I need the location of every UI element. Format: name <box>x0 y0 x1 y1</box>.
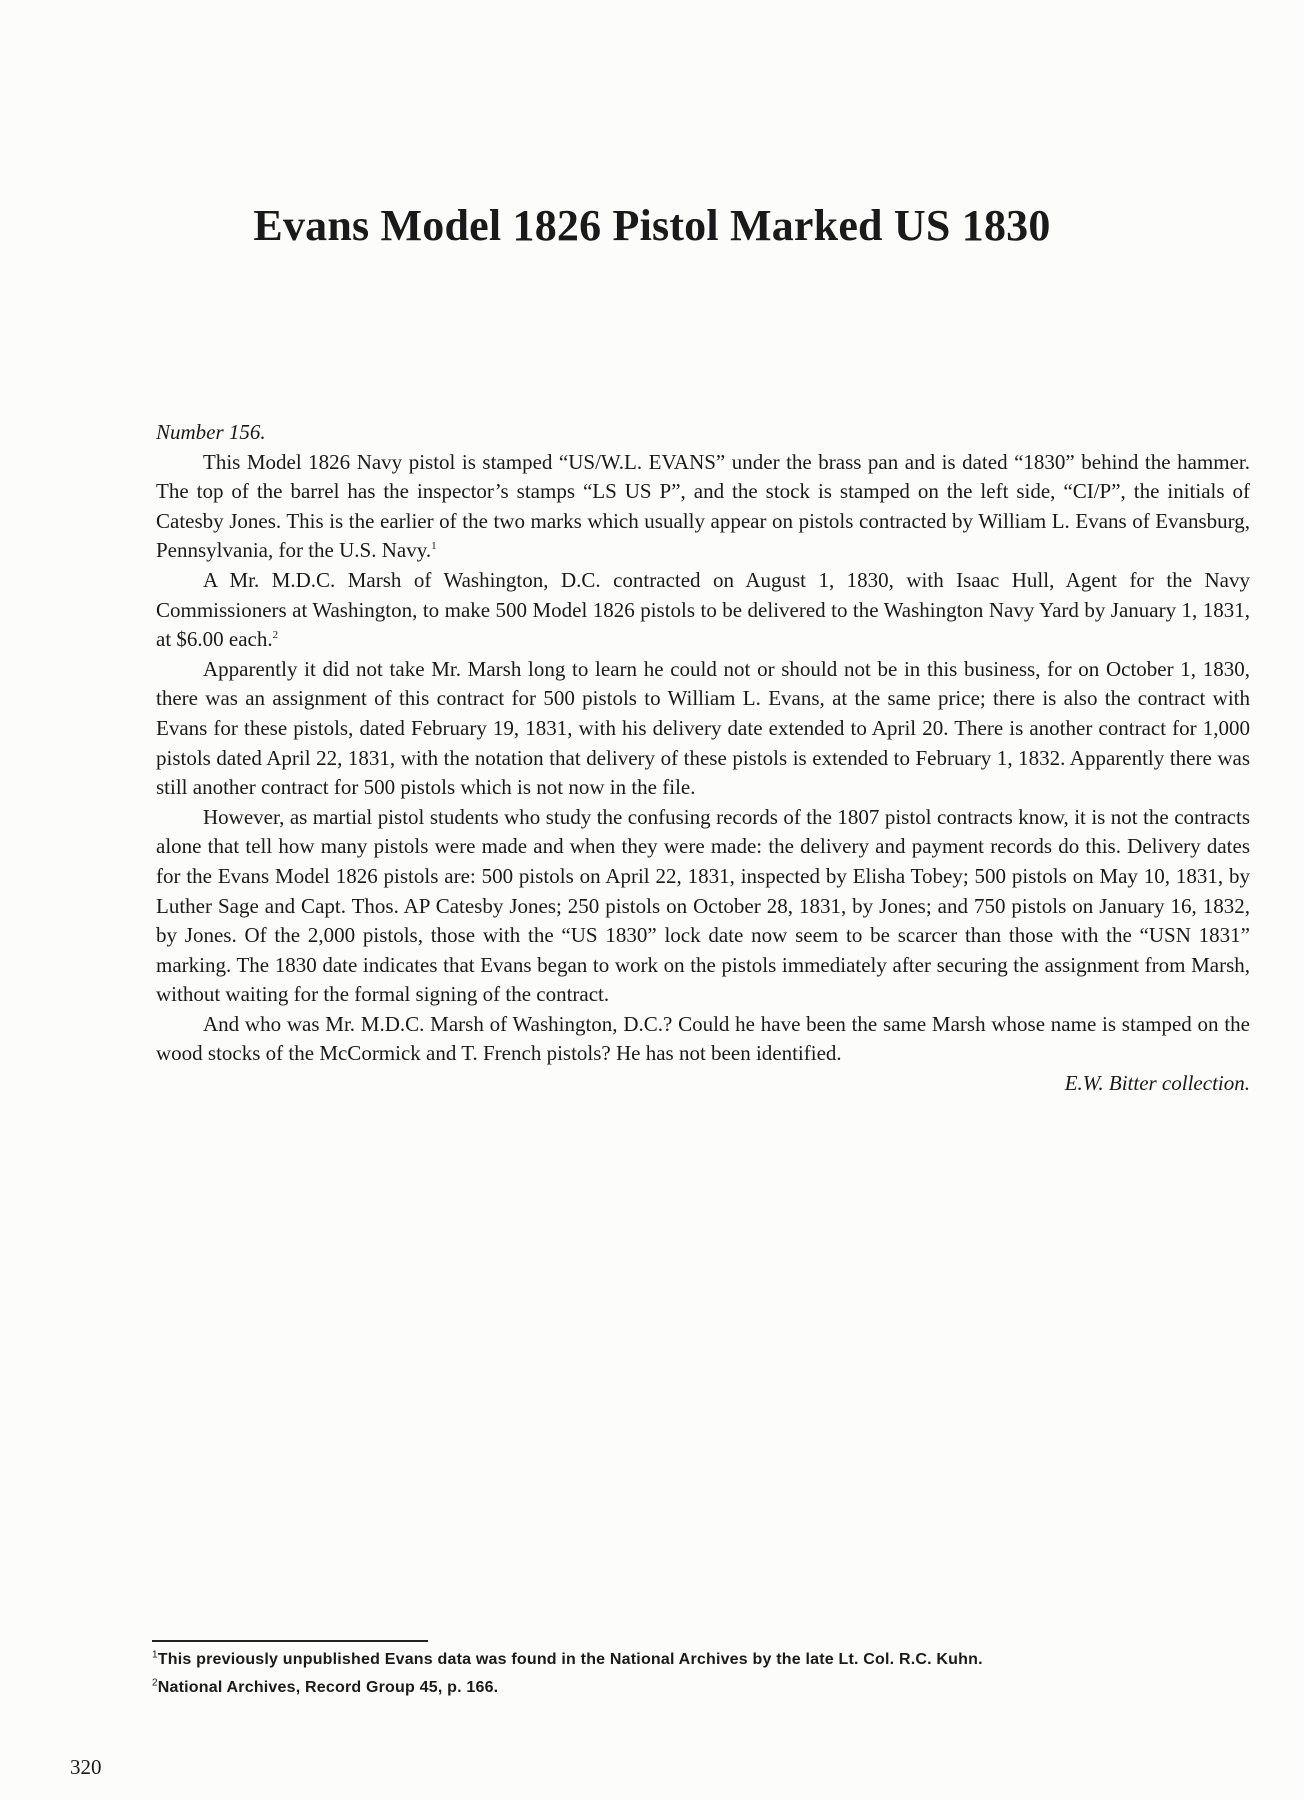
paragraph-4 <box>156 803 1250 1010</box>
collection-credit: E.W. Bitter collection. <box>1064 1071 1250 1096</box>
footnotes <box>152 1646 1152 1702</box>
footnote-mark: 1 <box>152 1649 158 1661</box>
paragraph-1 <box>156 448 1250 566</box>
paragraph-3 <box>156 655 1250 803</box>
article-body <box>156 418 1250 1099</box>
paragraph-text: A Mr. M.D.C. Marsh of Washington, D.C. contracted on August 1, 1830, with Isaac Hull, Agent for the Navy Commissioners at Washington, to make 500 Model 1826 pistols to be delivered to the Washington Navy Yard by January 1, 1831, at $6.00 each. <box>156 567 1250 652</box>
page-number: 320 <box>70 1755 102 1779</box>
paragraph-5 <box>156 1010 1250 1069</box>
footnote-text: National Archives, Record Group 45, p. 166. <box>157 1679 499 1696</box>
footnote-2 <box>152 1674 1152 1702</box>
paragraph-text: And who was Mr. M.D.C. Marsh of Washington, D.C.? Could he have been the same Marsh whose name is stamped on the wood stocks of the McCormick and T. French pistols? He has not been identified. <box>156 1011 1250 1066</box>
footnote-ref: 2 <box>272 629 279 642</box>
paragraph-text: Apparently it did not take Mr. Marsh long to learn he could not or should not be in this business, for on October 1, 1830, there was an assignment of this contract for 500 pistols to William L. Evans, at the same price; there is also the contract with Evans for these pistols, dated February 19, 1831, with his delivery date extended to April 20. There is another contract for 1,000 pistols dated April 22, 1831, with the notation that delivery of these pistols is extended to February 1, 1832. Apparently there was still another contract for 500 pistols which is not now in the file. <box>156 656 1250 800</box>
paragraph-text: This Model 1826 Navy pistol is stamped “US/W.L. EVANS” under the brass pan and is dated “1830” behind the hammer. The top of the barrel has the inspector’s stamps “LS US P”, and the stock is stamped on the left side, “CI/P”, the initials of Catesby Jones. This is the earlier of the two marks which usually appear on pistols contracted by William L. Evans of Evansburg, Pennsylvania, for the U.S. Navy. <box>156 449 1250 563</box>
footnote-text: This previously unpublished Evans data was found in the National Archives by the late Lt. Col. R.C. Kuhn. <box>157 1651 983 1668</box>
footnote-1 <box>152 1646 1152 1674</box>
footnote-mark: 2 <box>152 1677 158 1689</box>
page-title: Evans Model 1826 Pistol Marked US 1830 <box>253 201 1051 250</box>
paragraph-2 <box>156 566 1250 655</box>
paragraph-text: However, as martial pistol students who study the confusing records of the 1807 pistol contracts know, it is not the contracts alone that tell how many pistols were made and when they were made: the delivery and payment records do this. Delivery dates for the Evans Model 1826 pistols are: 500 pistols on April 22, 1831, inspected by Elisha Tobey; 500 pistols on May 10, 1831, by Luther Sage and Capt. Thos. AP Catesby Jones; 250 pistols on October 28, 1831, by Jones; and 750 pistols on January 16, 1832, by Jones. Of the 2,000 pistols, those with the “US 1830” lock date now seem to be scarcer than those with the “USN 1831” marking. The 1830 date indicates that Evans began to work on the pistols immediately after securing the assignment from Marsh, without waiting for the formal signing of the contract. <box>156 804 1250 1007</box>
footnote-ref: 1 <box>431 540 437 553</box>
footnote-divider <box>152 1640 428 1642</box>
entry-number: Number 156. <box>156 420 266 444</box>
